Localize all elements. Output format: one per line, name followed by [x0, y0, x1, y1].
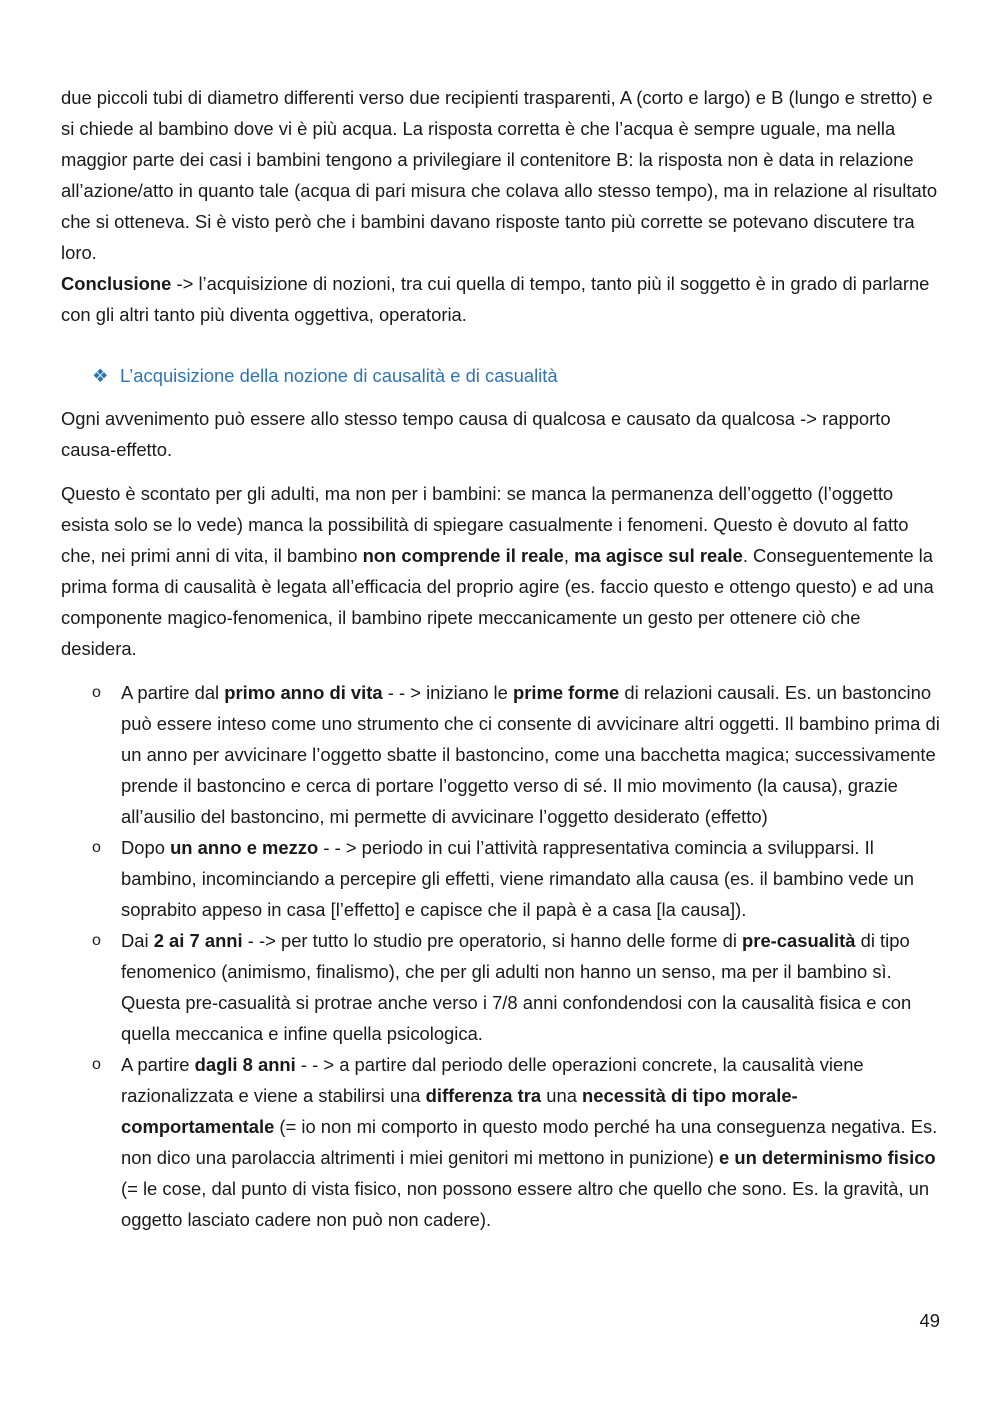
- text-run: una: [541, 1085, 583, 1106]
- conclusion-text: -> l’acquisizione di nozioni, tra cui quella di tempo, tanto più il soggetto è in grado di parlarne con gli altri tanto più diventa oggettiva, operatoria.: [61, 273, 930, 325]
- bold-run: dagli 8 anni: [194, 1054, 296, 1075]
- bold-run: necessità di tipo morale-comportamentale: [121, 1085, 798, 1137]
- intro-block: [61, 82, 941, 330]
- bold-run: prime forme: [512, 682, 620, 703]
- text-run: (= le cose, dal punto di vista fisico, non possono essere altro che quello che sono. Es. la gravità, un oggetto lasciato cadere non può non cadere).: [121, 1178, 930, 1230]
- bold-run: non comprende il reale: [362, 545, 564, 566]
- stages-list: [92, 677, 942, 1235]
- text-run: - - > a partire dal periodo delle operazioni concrete, la causalità viene razionalizzata e viene a stabilirsi una: [121, 1054, 864, 1106]
- text-run: Dai: [121, 930, 154, 951]
- paragraph-explanation: [61, 478, 941, 664]
- bold-run: primo anno di vita: [224, 682, 383, 703]
- paragraph-cause-effect: [61, 403, 941, 465]
- paragraph-conclusion: [61, 268, 941, 330]
- circle-bullet-icon: o: [92, 1056, 101, 1073]
- text-run: di tipo fenomenico (animismo, finalismo), che per gli adulti non hanno un senso, ma per il bambino sì.: [121, 930, 910, 982]
- text-run: (= io non mi comporto in questo modo perché ha una conseguenza negativa. Es. non dico una parolaccia altrimenti i miei genitori mi mettono in punizione): [121, 1116, 938, 1168]
- text-run: di relazioni causali. Es. un bastoncino può essere inteso come uno strumento che ci consente di avvicinare altri oggetti. Il bambino prima di un anno per avvicinare l’oggetto sbatte il bastoncino, come una bacchetta magica; successivamente prende il bastoncino e cerca di portare l’oggetto verso di sé. Il mio movimento (la causa), grazie all’ausilio del bastoncino, mi permette di avvicinare l’oggetto desiderato (effetto): [121, 682, 940, 827]
- circle-bullet-icon: o: [92, 684, 101, 701]
- bold-run: un anno e mezzo: [170, 837, 319, 858]
- text-run: ,: [563, 545, 575, 566]
- diamond-bullet-icon: ❖: [92, 365, 109, 386]
- conclusion-label: Conclusione: [61, 273, 172, 294]
- text-run: A partire dal: [121, 682, 225, 703]
- section-heading: [92, 360, 932, 391]
- bold-run: e un determinismo fisico: [719, 1147, 936, 1168]
- text-run: - - > periodo in cui l’attività rappresentativa comincia a svilupparsi. Il bambino, incominciando a percepire gli effetti, viene rimandato alla causa (es. il bambino vede un soprabito appeso in casa [l’effetto] e capisce che il papà è a casa [la causa]).: [121, 837, 914, 920]
- paragraph-cause-effect-text: Ogni avvenimento può essere allo stesso tempo causa di qualcosa e causato da qualcosa -> rapporto causa-effetto.: [61, 408, 891, 460]
- circle-bullet-icon: o: [92, 932, 101, 949]
- list-item: [92, 832, 942, 925]
- bold-run: 2 ai 7 anni: [153, 930, 243, 951]
- text-run: Questa pre-casualità si protrae anche verso i 7/8 anni confondendosi con la causalità fisica e con quella meccanica e infine quella psicologica.: [121, 992, 912, 1044]
- list-item: [92, 1049, 942, 1235]
- bold-run: pre-casualità: [742, 930, 856, 951]
- text-run: A partire: [121, 1054, 195, 1075]
- list-item: [92, 677, 942, 832]
- text-run: - -> per tutto lo studio pre operatorio, si hanno delle forme di: [242, 930, 743, 951]
- section-heading-text: L’acquisizione della nozione di causalità e di casualità: [120, 365, 558, 386]
- paragraph-experiment: due piccoli tubi di diametro differenti verso due recipienti trasparenti, A (corto e largo) e B (lungo e stretto) e si chiede al bambino dove vi è più acqua. La risposta corretta è che l’acqua è sempre uguale, ma nella maggior parte dei casi i bambini tengono a privilegiare il contenitore B: la risposta non è data in relazione all’azione/atto in quanto tale (acqua di pari misura che colava allo stesso tempo), ma in relazione al risultato che si otteneva. Si è visto però che i bambini davano risposte tanto più corrette se potevano discutere tra loro.: [61, 87, 938, 263]
- bold-run: ma agisce sul reale: [574, 545, 743, 566]
- text-run: - - > iniziano le: [382, 682, 513, 703]
- page-number: 49: [919, 1310, 940, 1331]
- list-item: [92, 925, 942, 1049]
- text-run: Dopo: [121, 837, 171, 858]
- bold-run: differenza tra: [425, 1085, 542, 1106]
- text-run: Questo è scontato per gli adulti, ma non per i bambini: se manca la permanenza dell’oggetto (l’oggetto esista solo se lo vede) manca la possibilità di spiegare casualmente i fenomeni. Questo è dovuto al fatto che, nei primi anni di vita, il bambino: [61, 483, 909, 566]
- circle-bullet-icon: o: [92, 839, 101, 856]
- paragraph-explanation-text: [61, 478, 941, 664]
- text-run: . Conseguentemente la prima forma di causalità è legata all’efficacia del proprio agire (es. faccio questo e ottengo questo) e ad una componente magico-fenomenica, il bambino ripete meccanicamente un gesto per ottenere ciò che desidera.: [61, 545, 934, 659]
